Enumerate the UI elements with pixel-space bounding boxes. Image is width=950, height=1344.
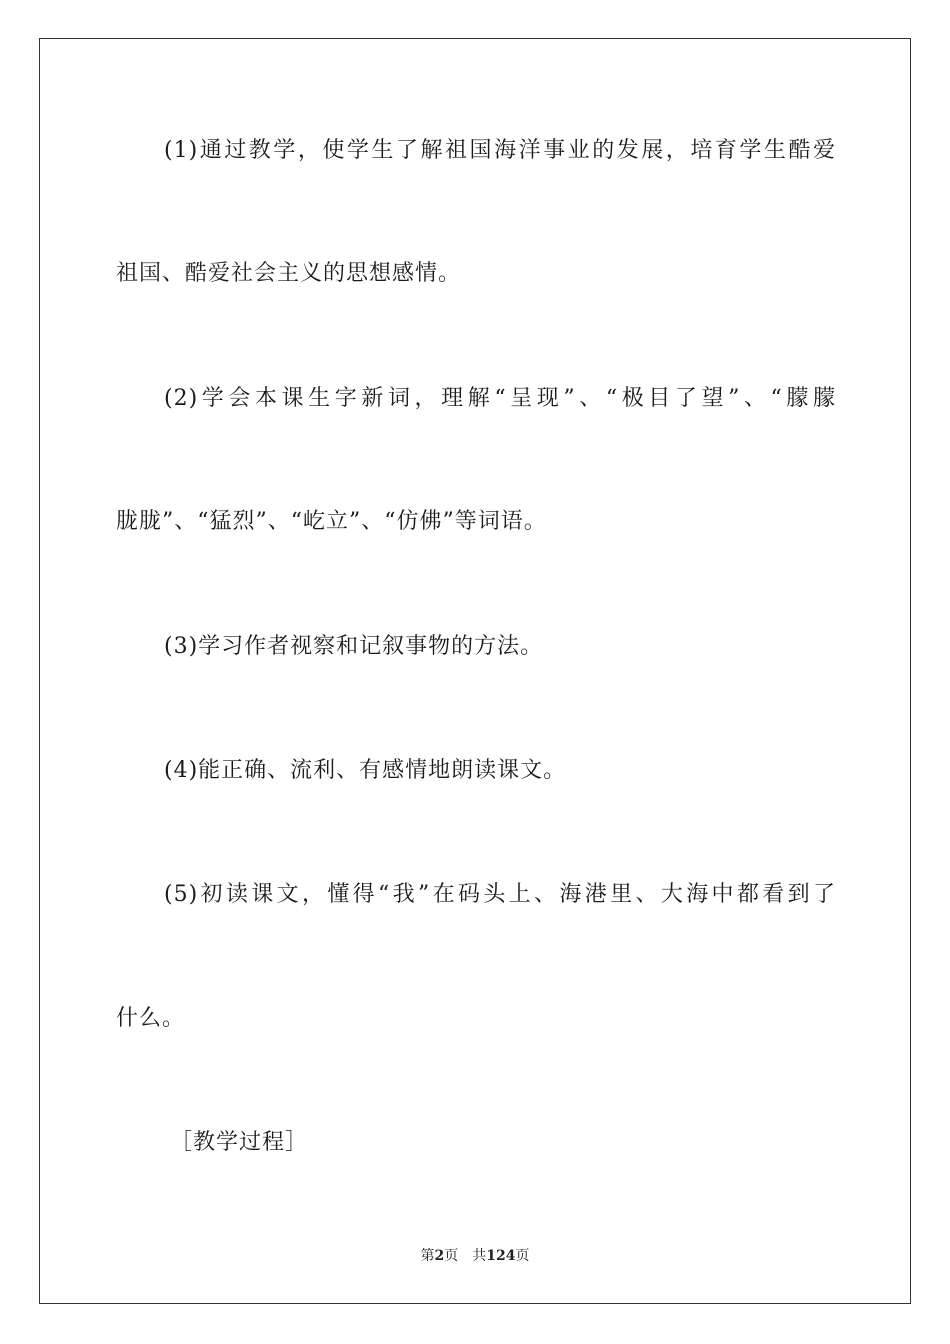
objective-1-line-2: 祖国、酷爱社会主义的思想感情。	[116, 261, 462, 286]
objective-2-line-1: (2)学会本课生字新词，理解“呈现”、“极目了望”、“朦朦	[164, 386, 836, 411]
footer-page-prefix: 第	[420, 1248, 435, 1264]
objective-4: (4)能正确、流利、有感情地朗读课文。	[164, 758, 567, 783]
objective-1-line-1: (1)通过教学，使学生了解祖国海洋事业的发展，培育学生酷爱	[164, 138, 836, 163]
page-border	[39, 38, 911, 1304]
footer-total-pages: 124	[486, 1248, 516, 1264]
objective-5-line-2: 什么。	[116, 1006, 186, 1031]
footer-page-number: 2	[434, 1248, 445, 1264]
page-footer	[0, 1246, 950, 1266]
section-heading-teaching-process: ［教学过程］	[170, 1130, 309, 1155]
footer-total-prefix: 共	[472, 1248, 487, 1264]
objective-2-line-2: 胧胧”、“猛烈”、“屹立”、“仿佛”等词语。	[116, 509, 547, 534]
footer-page-suffix: 页	[444, 1248, 459, 1264]
footer-total-suffix: 页	[515, 1248, 530, 1264]
objective-5-line-1: (5)初读课文，懂得“我”在码头上、海港里、大海中都看到了	[164, 882, 836, 907]
objective-3: (3)学习作者视察和记叙事物的方法。	[164, 634, 544, 659]
